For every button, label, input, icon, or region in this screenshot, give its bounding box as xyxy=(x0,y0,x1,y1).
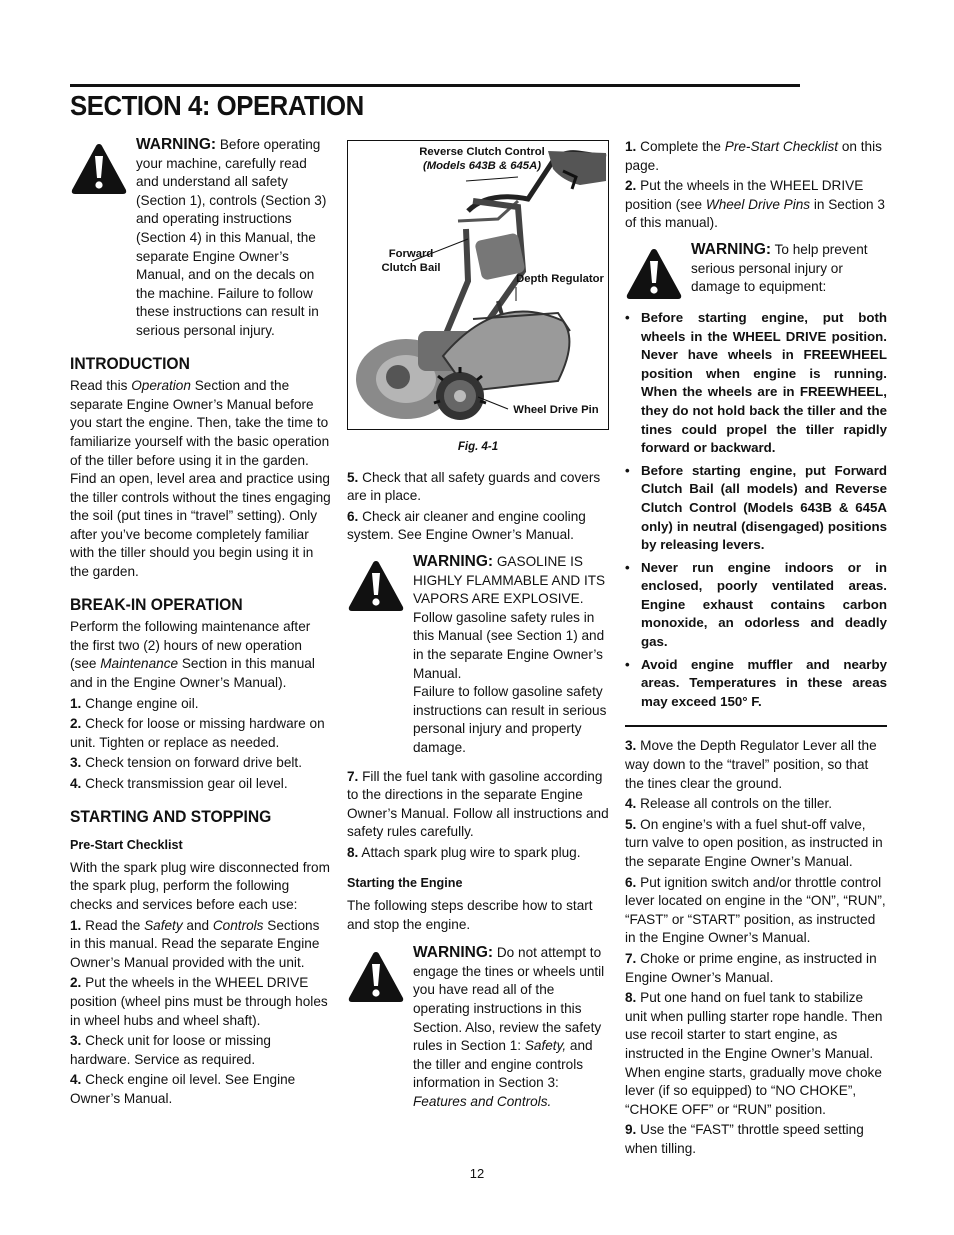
starting-stopping-heading: STARTING AND STOPPING xyxy=(70,806,272,826)
warning-caps-text: GASOLINE IS HIGHLY FLAMMABLE AND ITS VAPORS ARE EXPLOSIVE. xyxy=(413,553,606,607)
list-item: 4. Release all controls on the tiller. xyxy=(625,796,833,812)
list-item: 5. On engine’s with a fuel shut-off valve, turn valve to open position, as instructed in the separate Engine Owner’s Manual. xyxy=(625,816,883,869)
column-2 xyxy=(347,140,609,1118)
warning-text: Follow gasoline safety rules in this Manual (see Section 1) and in the separate Engine Owner’s Manual. xyxy=(413,609,605,681)
warning-triangle-icon xyxy=(625,247,683,301)
list-item: 1. Read the Safety and Controls Sections in this manual. Read the separate Engine Owner’s Manual provided with the unit. xyxy=(70,917,320,970)
list-item: 8. Put one hand on fuel tank to stabilize unit when pulling starter rope handle. Then use recoil starter to start engine, as instructed in the Engine Owner’s Manual. When engine starts, gradually move choke lever (if so equipped) to “NO CHOKE”, “CHOKE OFF” or “RUN” position. xyxy=(625,990,883,1117)
warning-text: Failure to follow gasoline safety instructions can result in serious personal injury and property damage. xyxy=(413,684,607,755)
list-item: • Before starting engine, put both wheels in the WHEEL DRIVE position. Never have wheels in FREEWHEEL position when engine is running. When the wheels are in FREEWHEEL, they do not hold back the tiller and the tines could propel the tiller rapidly forward or backward. xyxy=(625,309,887,456)
list-item: 6. Put ignition switch and/or throttle control lever located on engine in the “ON”, “RUN”, “FAST” or “START” position, as instructed in the Engine Owner’s Manual. xyxy=(625,874,886,946)
warning-text: WARNING: Do not attempt to engage the tines or wheels until you have read all of the operating instructions in this Section. Also, review the safety rules in Section 1: Safety, and the tiller and engine controls information in Section 3: Features and Controls. xyxy=(413,944,605,1109)
list-item: 1. Change engine oil. xyxy=(70,695,199,711)
column-3 xyxy=(625,136,887,1161)
list-item: 3. Move the Depth Regulator Lever all the way down to the “travel” position, so that the tines clear the ground. xyxy=(625,738,877,791)
warning-triangle-icon xyxy=(347,950,405,1004)
list-item: 8. Attach spark plug wire to spark plug. xyxy=(347,844,581,860)
break-in-list xyxy=(70,695,332,794)
safety-warning-block xyxy=(625,241,887,301)
section-title: SECTION 4: OPERATION xyxy=(70,90,364,121)
warning-triangle-icon xyxy=(347,559,405,613)
warning-heading: WARNING: xyxy=(413,552,494,570)
column-1 xyxy=(70,136,332,1111)
warning-block xyxy=(70,136,332,341)
list-item: • Avoid engine muffler and nearby areas. Temperatures in these areas may exceed 150° F. xyxy=(625,656,887,709)
break-in-heading: BREAK-IN OPERATION xyxy=(70,594,243,614)
starting-engine-paragraph: The following steps describe how to start and stop the engine. xyxy=(347,898,593,932)
warning-text: To help prevent serious personal injury or damage to equipment: xyxy=(691,241,868,295)
warning-triangle-icon xyxy=(70,142,128,196)
gasoline-warning-block xyxy=(347,553,609,758)
list-item: 4. Check engine oil level. See Engine Owner’s Manual. xyxy=(70,1072,296,1106)
tiller-figure xyxy=(347,140,609,430)
pre-start-subheading: Pre-Start Checklist xyxy=(70,838,183,853)
warning-text: Before operating your machine, carefully read and understand all safety (Section 1), controls (Section 3) and operating instructions (Section 4) in this Manual, the separate Engine Owner’s Manual, and on the decals on the machine. Failure to follow these instructions can result in serious personal injury. xyxy=(136,137,327,338)
list-item: 1. Complete the Pre-Start Checklist on this page. xyxy=(625,139,882,173)
list-item: 4. Check transmission gear oil level. xyxy=(70,776,288,791)
list-item: • Before starting engine, put Forward Clutch Bail (all models) and Reverse Clutch Control (Models 643B & 645A only) in neutral (disengaged) positions by releasing levers. xyxy=(625,462,887,553)
warning-heading: WARNING: xyxy=(691,240,772,258)
warning-heading: WARNING: xyxy=(136,136,217,153)
list-item: 3. Check tension on forward drive belt. xyxy=(70,755,302,771)
figure-label-reverse-clutch: Reverse Clutch Control (Models 643B & 645A) xyxy=(419,146,545,172)
list-item: 2. Check for loose or missing hardware on unit. Tighten or replace as needed. xyxy=(70,716,325,750)
starting-engine-subheading: Starting the Engine xyxy=(347,876,463,891)
list-item: 7. Fill the fuel tank with gasoline according to the directions in the separate Engine Owner’s Manual. Follow all instructions and safety rules carefully. xyxy=(347,768,609,840)
list-item: 2. Put the wheels in the WHEEL DRIVE position (see Wheel Drive Pins in Section 3 of this manual). xyxy=(625,178,885,231)
list-item: 5. Check that all safety guards and covers are in place. xyxy=(347,469,601,504)
list-item: 6. Check air cleaner and engine cooling system. See Engine Owner’s Manual. xyxy=(347,508,586,543)
figure-label-wheel-drive-pin: Wheel Drive Pin xyxy=(513,404,599,416)
introduction-heading: INTRODUCTION xyxy=(70,353,190,373)
list-item: 2. Put the wheels in the WHEEL DRIVE position (wheel pins must be through holes in wheel hubs and wheel shaft). xyxy=(70,975,328,1028)
list-item: • Never run engine indoors or in enclosed, poorly ventilated areas. Engine exhaust contains carbon monoxide, an odorless and deadly gas. xyxy=(625,559,887,650)
top-rule xyxy=(70,84,800,87)
engage-warning-block xyxy=(347,944,609,1111)
figure-label-depth-regulator: Depth Regulator xyxy=(516,273,604,285)
safety-bullet-list xyxy=(625,309,887,711)
page-number: 12 xyxy=(469,1166,485,1181)
list-item: 7. Choke or prime engine, as instructed in Engine Owner’s Manual. xyxy=(625,950,877,985)
pre-start-paragraph: With the spark plug wire disconnected from the spark plug, perform the following checks and services before each use: xyxy=(70,859,330,912)
list-item: 3. Check unit for loose or missing hardware. Service as required. xyxy=(70,1033,271,1067)
list-item: 9. Use the “FAST” throttle speed setting when tilling. xyxy=(625,1122,864,1156)
break-in-paragraph: Perform the following maintenance after the first two (2) hours of new operation (see Maintenance Section in this manual and in the Engine Owner’s Manual). xyxy=(70,619,315,691)
figure-label-forward-clutch-bail: Forward Clutch Bail xyxy=(381,248,441,274)
section-divider xyxy=(625,725,887,727)
figure-caption: Fig. 4-1 xyxy=(457,441,499,453)
introduction-paragraph: Read this Operation Section and the separate Engine Owner’s Manual before you start the engine. Then, take the time to familiarize yourself with the basic operation of the tiller before using it in the garden. Find an open, level area and practice using the tiller controls without the tines engaging the soil (put tines in “travel” setting). Only after you’ve become completely familiar with the tiller should you begin using it in the garden. xyxy=(70,378,331,580)
